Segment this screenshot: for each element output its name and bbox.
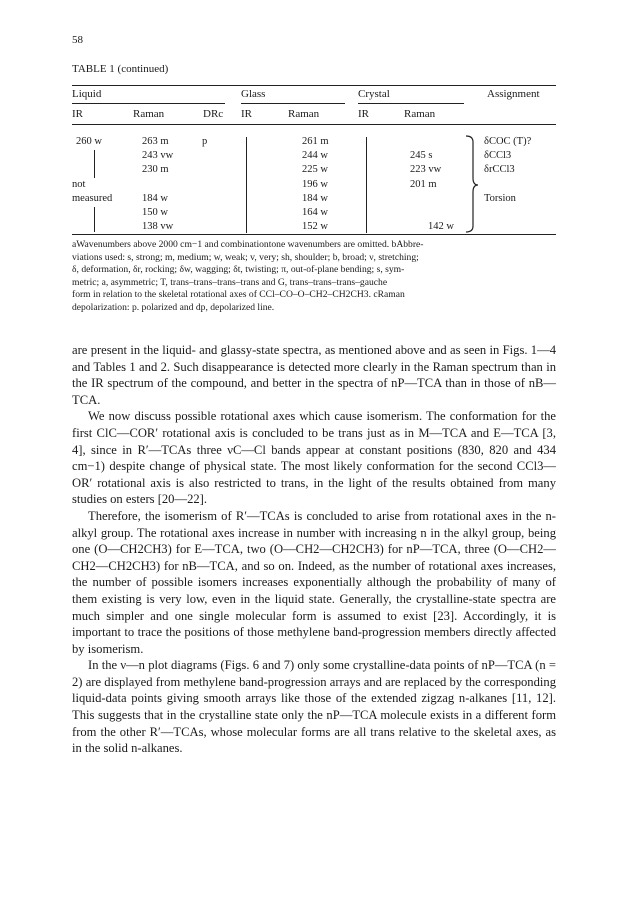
footnote-line: viations used: s, strong; m, medium; w, weak; v, very; sh, shoulder; b, broad; ν, stretching; <box>72 251 419 263</box>
header-assignment: Assignment <box>487 88 540 100</box>
glass-ir-continuation-line <box>246 137 247 233</box>
table-cell: 201 m <box>410 179 437 190</box>
paragraph: Therefore, the isomerism of R′—TCAs is concluded to arise from rotational axes in the n-alkyl group. The rotational axes increase in number with increasing n in the alkyl group, being one (O—CH2CH3) for E—TCA, two (O—CH2—CH2CH3) for nP—TCA, three (O—CH2—CH2—CH2CH3) for nB—TCA, and so on. Indeed, as the number of rotational axes increases, the number of possible isomers increases exponentially although the probability of many of them existing is very low, even in the liquid state. Generally, the crystalline-state spectra are much simpler and one single molecular form is assumed to exist [23]. Accordingly, it is important to trace the positions of those methylene band-progression members directly affected by isomerism. <box>72 508 556 656</box>
paragraph: In the ν—n plot diagrams (Figs. 6 and 7) only some crystalline-data points of nP—TCA (n = 2) are displayed from methylene band-progression arrays and are replaced by the corresponding liquid-data points giving smooth arrays like those of the extended zigzag n-alkanes [11, 12]. This suggests that in the crystalline state only the nP—TCA molecule exists in a different form from the other R′—TCAs, whose molecular forms are all trans relative to the skeletal axes, as in the solid n-alkanes. <box>72 658 556 756</box>
table-cell: measured <box>72 193 113 204</box>
table-cell: 150 w <box>142 207 168 218</box>
subheader-glass-ir: IR <box>241 108 252 120</box>
table-cell: 152 w <box>302 221 328 232</box>
glass-group-rule <box>241 103 345 104</box>
crystal-group-rule <box>358 103 464 104</box>
table-cell: 245 s <box>410 150 433 161</box>
header-bottom-rule <box>72 124 556 125</box>
assignment-cell: δCCl3 <box>484 150 512 161</box>
body-text <box>72 342 556 757</box>
assignment-cell: Torsion <box>484 193 516 204</box>
table-cell: 261 m <box>302 136 329 147</box>
header-liquid: Liquid <box>72 88 102 100</box>
brace-icon <box>464 134 480 234</box>
paragraph: are present in the liquid- and glassy-state spectra, as mentioned above and as seen in Figs. 1—4 and Tables 1 and 2. Such disappearance is detected more clearly in the Raman spectrum than in the IR spectrum of the compound, and better in the spectra of nP—TCA than in those of nB—TCA. <box>72 343 556 407</box>
footnote-line: depolarization: p. polarized and dp, depolarized line. <box>72 301 275 313</box>
table-caption: TABLE 1 (continued) <box>72 63 169 75</box>
table-top-rule <box>72 85 556 86</box>
subheader-crystal-raman: Raman <box>404 108 436 120</box>
table-footnote <box>72 239 556 315</box>
header-crystal: Crystal <box>358 88 390 100</box>
subheader-liquid-ir: IR <box>72 108 83 120</box>
table-cell: 184 w <box>302 193 328 204</box>
header-glass: Glass <box>241 88 266 100</box>
table-cell: 223 vw <box>410 164 442 175</box>
footnote-line: metric; a, asymmetric; T, trans–trans–trans–trans and G, trans–trans–trans–gauche <box>72 276 388 288</box>
table-cell: 164 w <box>302 207 328 218</box>
assignment-cell: δCOC (T)? <box>484 136 532 147</box>
table-cell: p <box>202 136 208 147</box>
table-cell: 263 m <box>142 136 169 147</box>
page-number: 58 <box>72 34 83 46</box>
table-cell: 142 w <box>428 221 454 232</box>
subheader-liquid-raman: Raman <box>133 108 165 120</box>
table-cell: 184 w <box>142 193 168 204</box>
assignment-cell: δrCCl3 <box>484 164 515 175</box>
paragraph: We now discuss possible rotational axes which cause isomerism. The conformation for the first ClC—COR′ rotational axis is concluded to be trans just as in M—TCA and E—TCA [3, 4], since in R′—TCAs three νC—Cl bands appear at constant positions (830, 820 and 434 cm−1) despite change of physical state. The most likely conformation for the second CCl3—OR′ rotational axis is also restricted to trans, in the light of the results obtained from many studies on esters [20—22]. <box>72 409 556 507</box>
table-cell: 138 vw <box>142 221 174 232</box>
table-cell: not <box>72 179 86 190</box>
table-cell: 244 w <box>302 150 328 161</box>
footnote-line: form in relation to the skeletal rotational axes of CCl–CO–O–CH2–CH2CH3. cRaman <box>72 289 405 301</box>
table-bottom-rule <box>72 234 556 235</box>
subheader-crystal-ir: IR <box>358 108 369 120</box>
crystal-ir-continuation-line <box>366 137 367 233</box>
liquid-ir-continuation-line <box>94 207 95 232</box>
table-cell: 196 w <box>302 179 328 190</box>
liquid-ir-continuation-line <box>94 150 95 178</box>
subheader-glass-raman: Raman <box>288 108 320 120</box>
liquid-group-rule <box>72 103 225 104</box>
footnote-line: aWavenumbers above 2000 cm−1 and combinationtone wavenumbers are omitted. bAbbre- <box>72 239 424 250</box>
footnote-line: δ, deformation, δr, rocking; δw, wagging; δt, twisting; π, out-of-plane bending; s, sym- <box>72 264 405 276</box>
table-cell: 243 vw <box>142 150 174 161</box>
table-cell: 260 w <box>76 136 102 147</box>
subheader-dr: DRc <box>203 108 224 120</box>
table-cell: 225 w <box>302 164 328 175</box>
table-cell: 230 m <box>142 164 169 175</box>
